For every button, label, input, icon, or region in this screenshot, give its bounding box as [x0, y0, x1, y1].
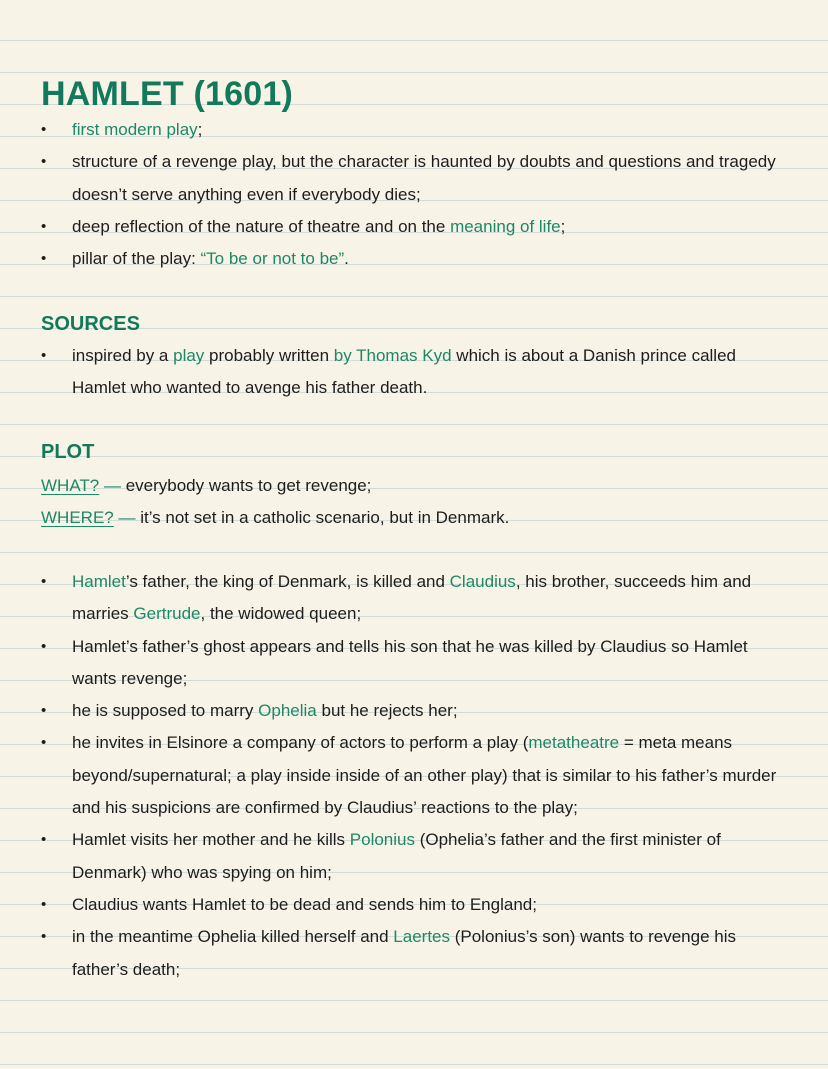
plot-list: [0, 566, 828, 986]
where-separator: —: [113, 508, 141, 527]
plot-what-line: [41, 470, 371, 502]
bullet-text: probably written: [204, 346, 334, 365]
highlighted-term: Polonius: [349, 830, 415, 850]
bullet-item: [0, 146, 792, 211]
bullet-text: , the widowed queen;: [200, 604, 362, 624]
highlighted-term: by Thomas Kyd: [333, 346, 452, 365]
highlighted-term: meaning of life: [450, 216, 561, 236]
highlighted-term: metatheatre: [528, 733, 620, 753]
bullet-item: [0, 566, 792, 631]
bullet-text: Hamlet’s father’s ghost appears and tells his son that he was killed by Claudius so Hamlet wants revenge;: [72, 636, 748, 688]
highlighted-term: Ophelia: [258, 701, 317, 721]
bullet-item: [0, 695, 792, 727]
highlighted-term: Gertrude: [133, 604, 201, 624]
what-separator: —: [99, 476, 126, 495]
what-text: everybody wants to get revenge;: [125, 476, 372, 495]
bullet-item: [0, 921, 792, 986]
bullet-text: ;: [560, 216, 566, 236]
intro-list: [0, 114, 828, 275]
highlighted-term: play: [173, 346, 205, 365]
bullet-text: but he rejects her;: [316, 701, 458, 721]
bullet-item: [0, 211, 792, 243]
bullet-text: ;: [197, 120, 203, 139]
highlighted-term: Claudius: [449, 572, 516, 591]
sources-heading: SOURCES: [41, 313, 140, 335]
bullet-item: [0, 340, 792, 405]
highlighted-term: first modern play: [72, 120, 198, 139]
bullet-text: he is supposed to marry: [72, 701, 259, 721]
bullet-text: ’s father, the king of Denmark, is killed and: [125, 572, 450, 591]
bullet-text: which is about a Danish prince called Hamlet who wanted to avenge his father death.: [72, 346, 736, 398]
plot-heading: PLOT: [41, 441, 95, 463]
bullet-item: [0, 727, 792, 824]
bullet-text: (Polonius’s son) wants to revenge his father’s death;: [72, 927, 737, 979]
highlighted-term: “To be or not to be”: [200, 249, 345, 269]
bullet-text: Claudius wants Hamlet to be dead and sends him to England;: [72, 894, 537, 914]
sources-list: [0, 340, 828, 405]
bullet-text: structure of a revenge play, but the character is haunted by doubts and questions and tragedy doesn’t serve anything even if everybody dies;: [72, 152, 776, 204]
bullet-item: [0, 889, 792, 921]
bullet-text: = meta means beyond/supernatural; a play inside inside of an other play) that is similar to his father’s murder and his suspicions are confirmed by Claudius’ reactions to the play;: [72, 733, 777, 818]
bullet-item: [0, 631, 792, 696]
where-text: it’s not set in a catholic scenario, but in Denmark.: [140, 508, 510, 527]
bullet-text: he invites in Elsinore a company of actors to perform a play (: [72, 733, 529, 753]
highlighted-term: Laertes: [393, 927, 450, 947]
bullet-text: inspired by a: [72, 346, 174, 365]
bullet-text: in the meantime Ophelia killed herself and: [72, 927, 394, 947]
what-label: WHAT?: [41, 476, 100, 495]
bullet-text: Hamlet visits her mother and he kills: [72, 830, 350, 850]
page-title: HAMLET (1601): [41, 75, 293, 113]
bullet-item: [0, 114, 792, 146]
where-label: WHERE?: [41, 508, 114, 527]
bullet-text: (Ophelia’s father and the first minister of Denmark) who was spying on him;: [72, 830, 721, 882]
bullet-item: [0, 824, 792, 889]
bullet-text: pillar of the play:: [72, 249, 201, 269]
plot-where-line: [41, 502, 509, 534]
highlighted-term: Hamlet: [72, 572, 126, 591]
bullet-text: .: [344, 249, 349, 269]
bullet-item: [0, 243, 792, 275]
bullet-text: , his brother, succeeds him and marries: [72, 572, 752, 624]
bullet-text: deep reflection of the nature of theatre and on the: [72, 216, 451, 236]
